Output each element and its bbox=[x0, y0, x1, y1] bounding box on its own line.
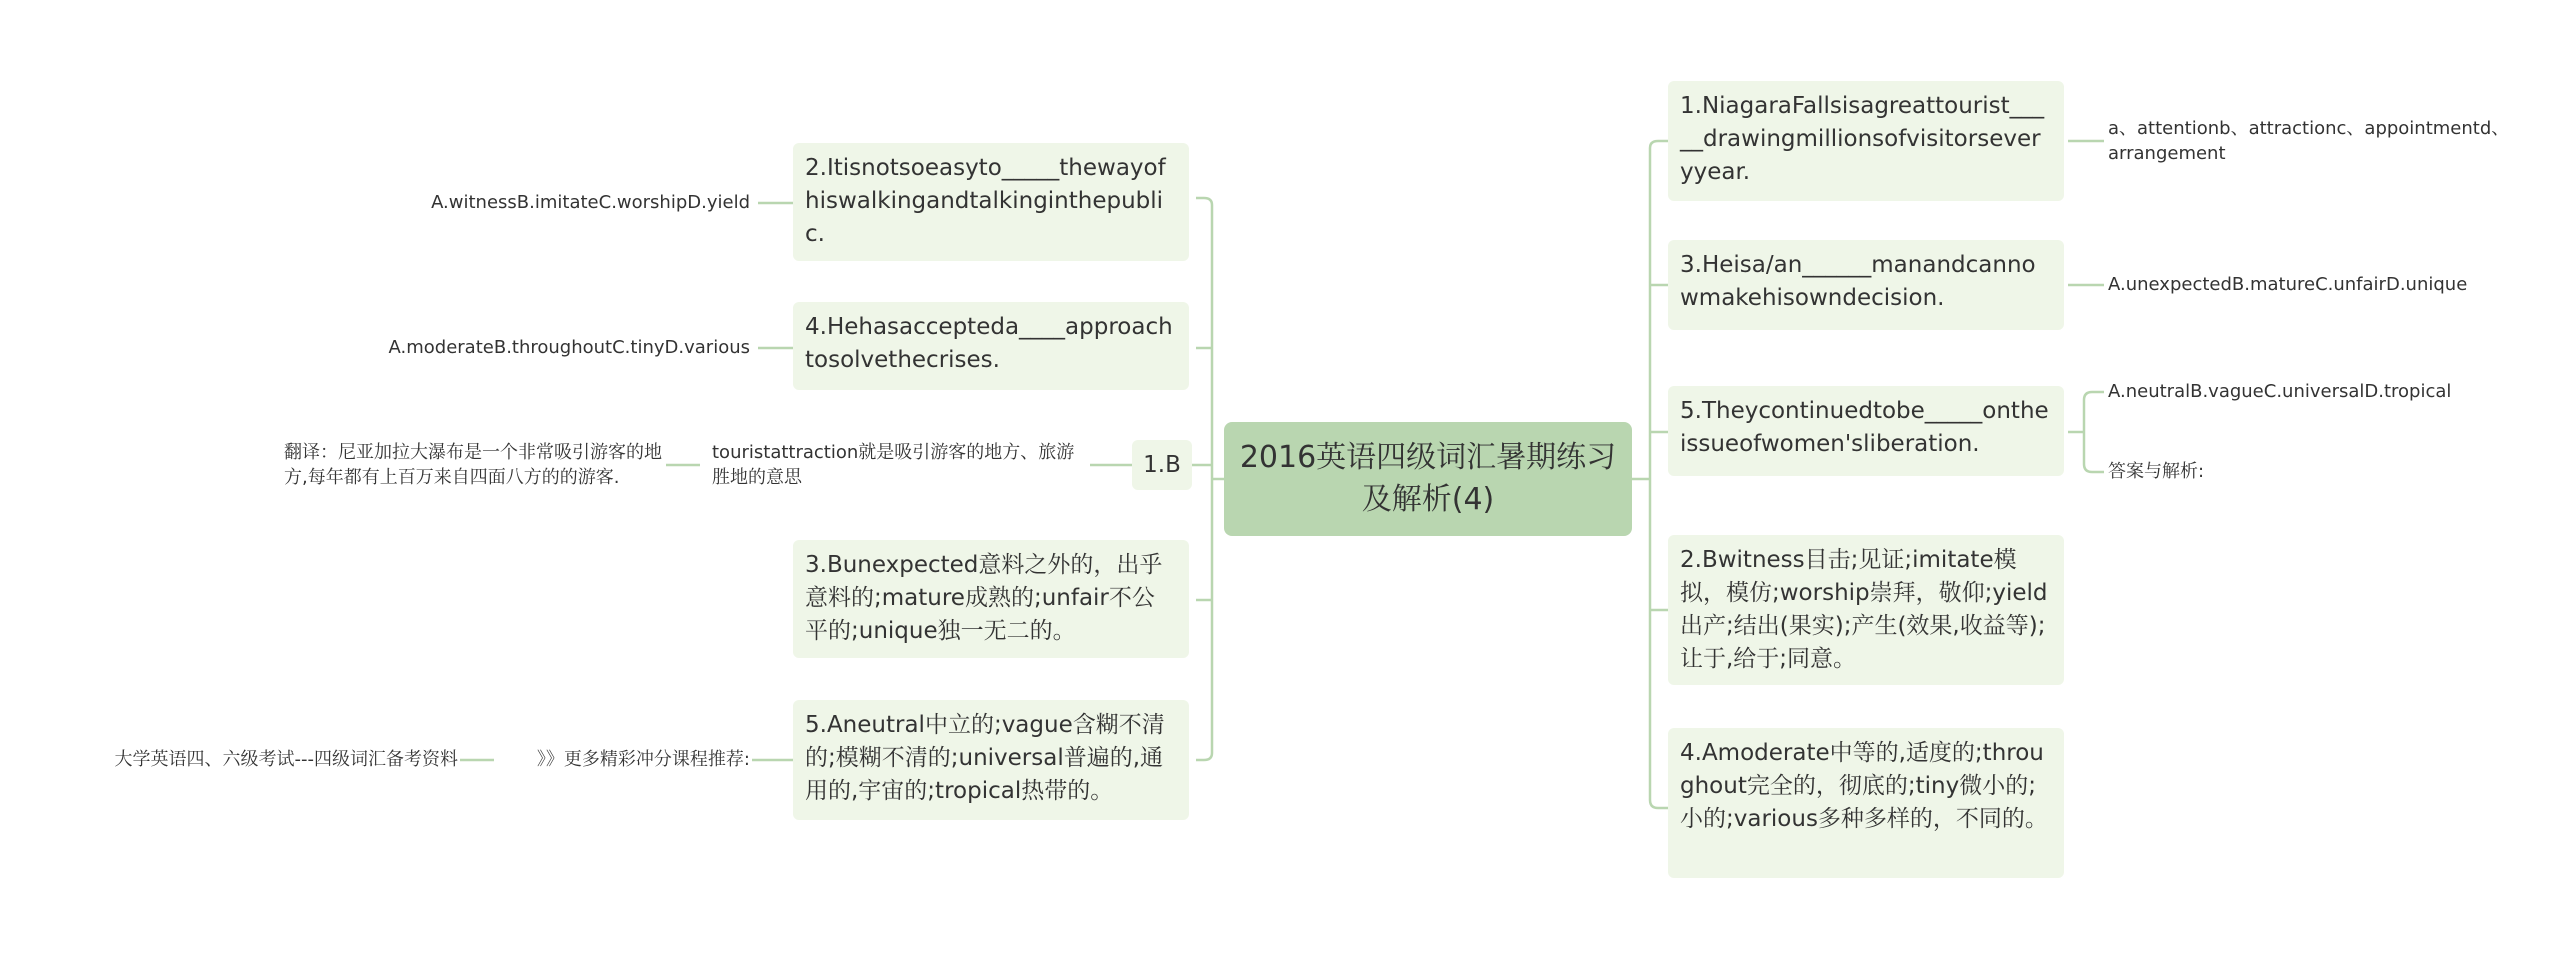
right-leaf-answer-heading-text: 答案与解析: bbox=[2108, 461, 2205, 482]
right-node-q5[interactable] bbox=[1668, 386, 2064, 476]
left-leaf-answer-1-translation[interactable] bbox=[284, 440, 664, 492]
left-leaf-q2-options[interactable] bbox=[300, 190, 750, 216]
left-node-answer-1[interactable] bbox=[1132, 440, 1192, 490]
right-leaf-q1-options[interactable] bbox=[2108, 116, 2520, 168]
left-leaf-answer-1-explanation[interactable] bbox=[712, 440, 1088, 492]
left-leaf-q4-options-text: A.moderateB.throughoutC.tinyD.various bbox=[388, 337, 750, 358]
central-topic-title: 2016英语四级词汇暑期练习及解析(4) bbox=[1239, 440, 1617, 517]
left-node-q2-text: 2.Itisnotsoeasyto_____thewayofhiswalkingandtalkinginthepublic. bbox=[805, 155, 1166, 247]
right-leaf-q3-options-text: A.unexpectedB.matureC.unfairD.unique bbox=[2108, 274, 2468, 295]
right-node-q1[interactable] bbox=[1668, 81, 2064, 201]
left-leaf-course-recommend[interactable] bbox=[498, 747, 750, 773]
left-leaf-course-link-text: 大学英语四、六级考试---四级词汇备考资料 bbox=[114, 749, 458, 770]
left-node-answer-5-text: 5.Aneutral中立的;vague含糊不清的;模糊不清的;universal普遍的,通用的,宇宙的;tropical热带的。 bbox=[805, 712, 1165, 804]
left-leaf-answer-1-explanation-text: touristattraction就是吸引游客的地方、旅游胜地的意思 bbox=[712, 442, 1075, 488]
right-leaf-q5-options[interactable] bbox=[2108, 379, 2528, 405]
right-leaf-q1-options-text: a、attentionb、attractionc、appointmentd、arrangement bbox=[2108, 118, 2510, 164]
right-node-answer-2-text: 2.Bwitness目击;见证;imitate模拟，模仿;worship崇拜，敬仰;yield出产;结出(果实);产生(效果,收益等);让于,给于;同意。 bbox=[1680, 547, 2048, 672]
right-leaf-q3-options[interactable] bbox=[2108, 272, 2528, 298]
right-node-answer-4[interactable] bbox=[1668, 728, 2064, 878]
left-node-answer-1-text: 1.B bbox=[1143, 451, 1181, 478]
left-leaf-course-link[interactable] bbox=[40, 747, 458, 773]
left-node-q2[interactable] bbox=[793, 143, 1189, 261]
right-node-q3-text: 3.Heisa/an______manandcannowmakehisowndecision. bbox=[1680, 252, 2036, 311]
left-leaf-q4-options[interactable] bbox=[300, 335, 750, 361]
left-node-q4-text: 4.Hehasaccepteda____approachtosolvethecrises. bbox=[805, 314, 1173, 373]
left-node-answer-3[interactable] bbox=[793, 540, 1189, 658]
central-topic[interactable] bbox=[1224, 422, 1632, 536]
right-node-q5-text: 5.Theycontinuedtobe_____ontheissueofwomen'sliberation. bbox=[1680, 398, 2049, 457]
left-leaf-answer-1-translation-text: 翻译：尼亚加拉大瀑布是一个非常吸引游客的地方,每年都有上百万来自四面八方的的游客. bbox=[284, 442, 662, 488]
right-node-q1-text: 1.NiagaraFallsisagreattourist_____drawingmillionsofvisitorseveryyear. bbox=[1680, 93, 2045, 185]
right-leaf-answer-heading[interactable] bbox=[2108, 459, 2308, 485]
right-node-answer-2[interactable] bbox=[1668, 535, 2064, 685]
right-node-answer-4-text: 4.Amoderate中等的,适度的;throughout完全的，彻底的;tiny微小的;小的;various多种多样的，不同的。 bbox=[1680, 740, 2048, 832]
right-leaf-q5-options-text: A.neutralB.vagueC.universalD.tropical bbox=[2108, 381, 2452, 402]
left-node-answer-5[interactable] bbox=[793, 700, 1189, 820]
right-node-q3[interactable] bbox=[1668, 240, 2064, 330]
left-node-answer-3-text: 3.Bunexpected意料之外的，出乎意料的;mature成熟的;unfair不公平的;unique独一无二的。 bbox=[805, 552, 1163, 644]
left-node-q4[interactable] bbox=[793, 302, 1189, 390]
left-leaf-course-recommend-text: 》》更多精彩冲分课程推荐: bbox=[536, 749, 750, 770]
left-leaf-q2-options-text: A.witnessB.imitateC.worshipD.yield bbox=[431, 192, 750, 213]
